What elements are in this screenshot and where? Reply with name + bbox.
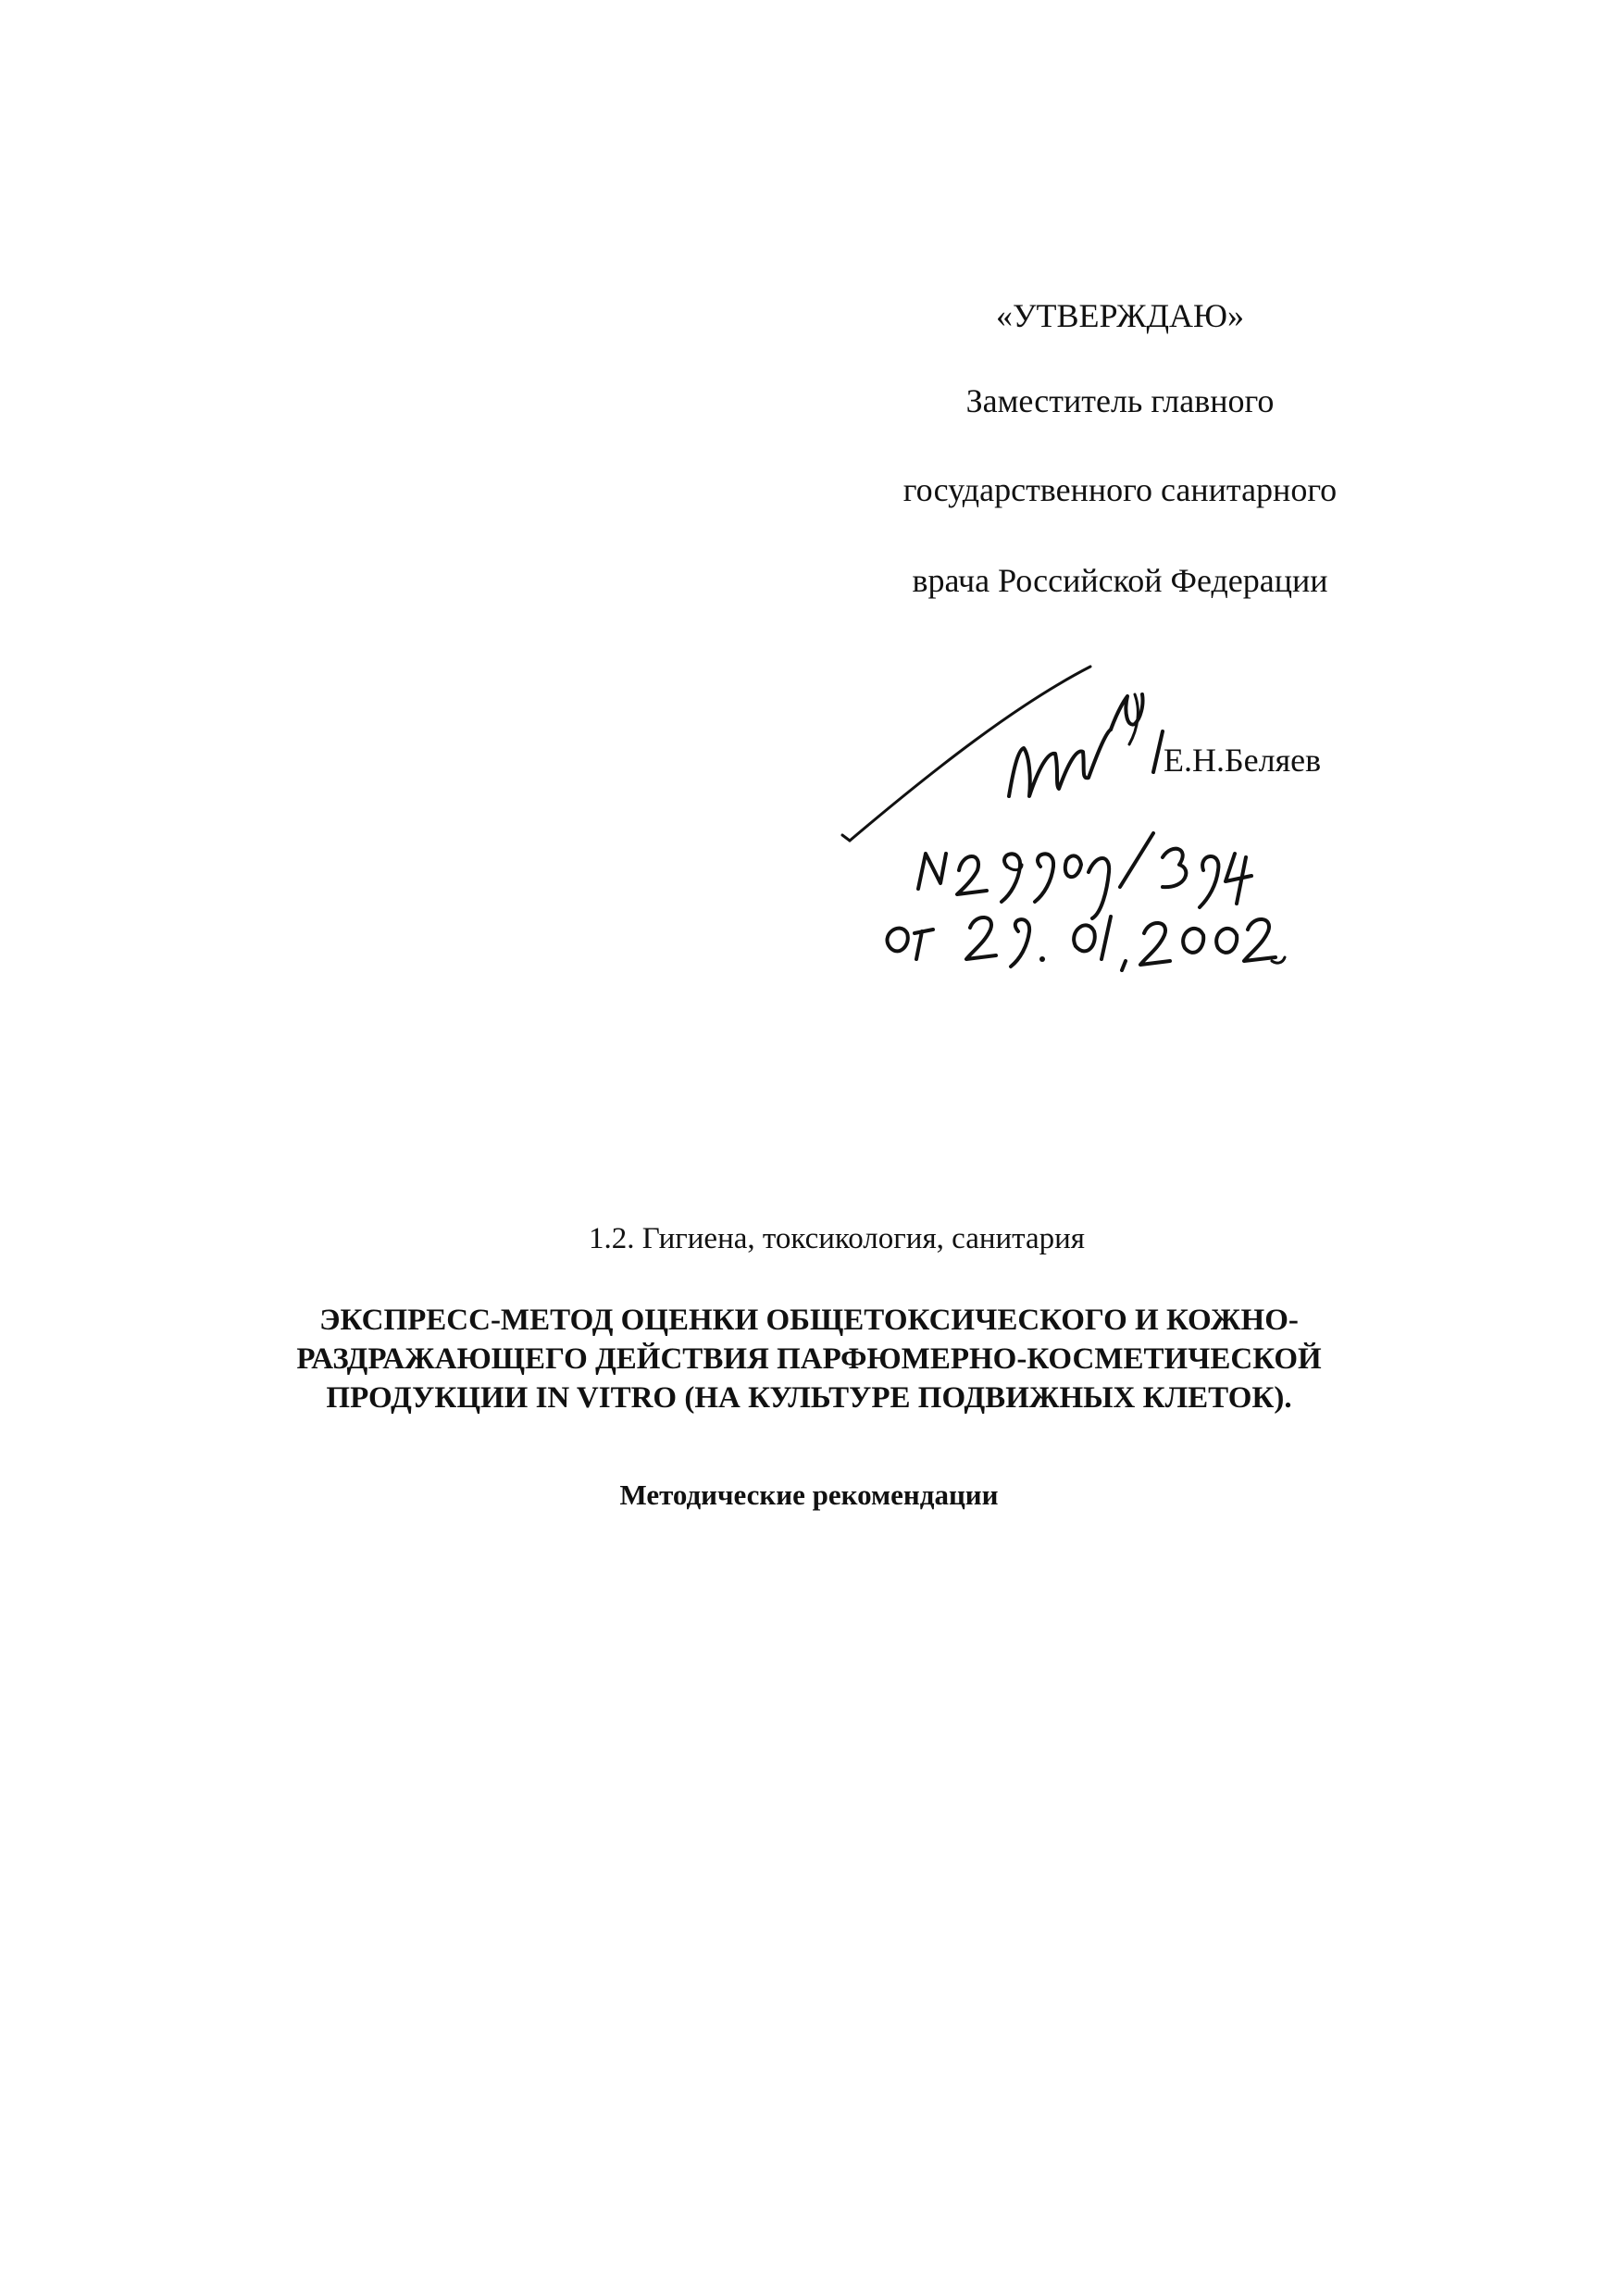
document-title [185,1301,1433,1417]
approval-stamp: «УТВЕРЖДАЮ» [995,297,1245,334]
approval-position-line-1: Заместитель главного [965,382,1275,419]
document-title-line-3: ПРОДУКЦИИ IN VITRO (НА КУЛЬТУРЕ ПОДВИЖНЫХ КЛЕТОК). [326,1381,1292,1415]
section-code [0,1222,1618,1256]
signer-name: Е.Н.Беляев [1164,742,1322,779]
document-type: Методические рекомендации [619,1479,999,1511]
approval-position-line-3: врача Российской Федерации [912,562,1328,599]
approval-position-line-2: государственного санитарного [902,471,1338,508]
handwritten-signature [833,639,1407,972]
document-title-line-1: ЭКСПРЕСС-МЕТОД ОЦЕНКИ ОБЩЕТОКСИЧЕСКОГО И КОЖНО- [319,1304,1299,1337]
document-title-line-2: РАЗДРАЖАЮЩЕГО ДЕЙСТВИЯ ПАРФЮМЕРНО-КОСМЕТИЧЕСКОЙ [296,1342,1322,1376]
section-code-text: 1.2. Гигиена, токсикология, санитария [589,1222,1085,1255]
